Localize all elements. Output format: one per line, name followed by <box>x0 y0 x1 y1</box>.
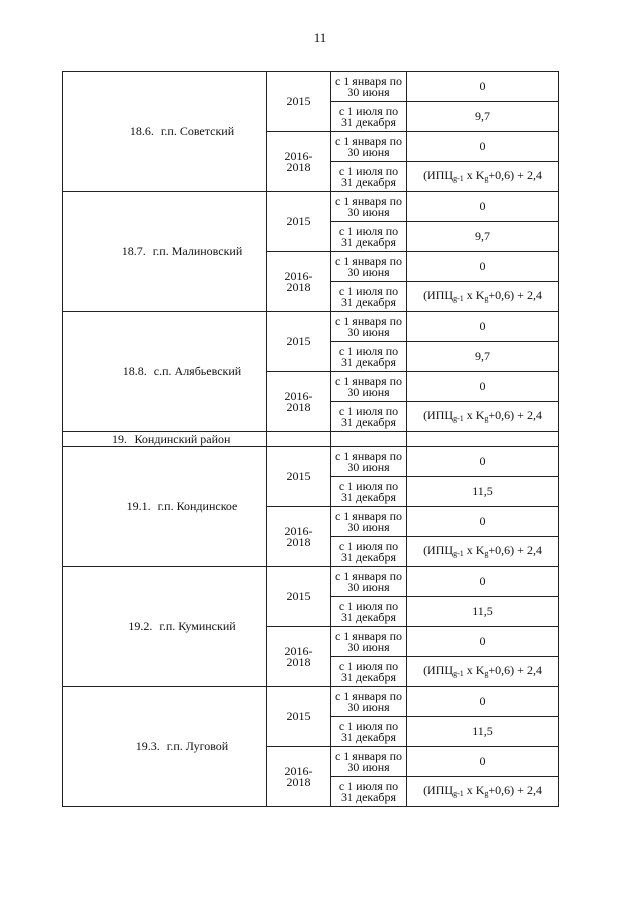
tariff-value: 0 <box>407 312 559 342</box>
period-jan-jun: с 1 января по 30 июня <box>331 132 407 162</box>
tariff-formula: ($ИПЦ_{g-1}$ x $K_g+0,6) + 2,4$ <box>407 162 559 192</box>
period-jan-jun: с 1 января по 30 июня <box>331 627 407 657</box>
year-cell: 2015 <box>267 687 331 747</box>
tariff-value: 0 <box>407 72 559 102</box>
period-jan-jun: с 1 января по 30 июня <box>331 312 407 342</box>
tariff-formula: ($ИПЦ_{g-1}$ x $K_g+0,6) + 2,4$ <box>407 282 559 312</box>
tariff-value: 0 <box>407 507 559 537</box>
year-cell: 2015 <box>267 447 331 507</box>
tariff-value: 0 <box>407 252 559 282</box>
year-cell: 2015 <box>267 312 331 372</box>
tariff-value: 0 <box>407 567 559 597</box>
district-row <box>63 432 559 447</box>
section-number: 18.8. <box>122 364 147 378</box>
period-jul-dec: с 1 июля по 31 декабря <box>331 402 407 432</box>
table-row <box>63 447 559 477</box>
period-jan-jun: с 1 января по 30 июня <box>331 747 407 777</box>
tariff-value: 0 <box>407 192 559 222</box>
page-number: 11 <box>313 30 327 45</box>
tariff-value: 0 <box>407 372 559 402</box>
period-jul-dec: с 1 июля по 31 декабря <box>331 537 407 567</box>
tariff-value: 11,5 <box>407 597 559 627</box>
period-jul-dec: с 1 июля по 31 декабря <box>331 717 407 747</box>
tariff-value: 0 <box>407 687 559 717</box>
municipality-cell <box>63 567 267 687</box>
municipality-cell <box>63 687 267 807</box>
tariff-value: 0 <box>407 627 559 657</box>
municipality-name: г.п. Малиновский <box>152 244 243 258</box>
municipality-name: г.п. Куминский <box>159 619 236 633</box>
period-jul-dec: с 1 июля по 31 декабря <box>331 282 407 312</box>
year-cell: 2015 <box>267 567 331 627</box>
municipality-cell <box>63 312 267 432</box>
tariff-value: 0 <box>407 447 559 477</box>
tariff-formula: ($ИПЦ_{g-1}$ x $K_g+0,6) + 2,4$ <box>407 537 559 567</box>
municipality-name: с.п. Алябьевский <box>153 364 242 378</box>
period-jan-jun: с 1 января по 30 июня <box>331 252 407 282</box>
year-cell: 2016- 2018 <box>267 627 331 687</box>
empty-cell <box>331 432 407 447</box>
empty-cell <box>267 432 331 447</box>
tariff-value: 11,5 <box>407 717 559 747</box>
section-number: 19.2. <box>128 619 153 633</box>
section-number: 18.6. <box>129 124 154 138</box>
tariff-value: 9,7 <box>407 342 559 372</box>
municipality-cell <box>63 447 267 567</box>
table-row <box>63 192 559 222</box>
tariff-formula: ($ИПЦ_{g-1}$ x $K_g+0,6) + 2,4$ <box>407 777 559 807</box>
tariff-table <box>62 71 559 807</box>
year-cell: 2016- 2018 <box>267 132 331 192</box>
table-row <box>63 312 559 342</box>
section-number: 18.7. <box>121 244 146 258</box>
section-number: 19.1. <box>126 499 151 513</box>
year-cell: 2015 <box>267 192 331 252</box>
municipality-name: г.п. Луговой <box>166 739 229 753</box>
period-jan-jun: с 1 января по 30 июня <box>331 567 407 597</box>
period-jul-dec: с 1 июля по 31 декабря <box>331 777 407 807</box>
table-row <box>63 567 559 597</box>
period-jul-dec: с 1 июля по 31 декабря <box>331 102 407 132</box>
tariff-value: 9,7 <box>407 222 559 252</box>
empty-cell <box>407 432 559 447</box>
year-cell: 2016- 2018 <box>267 747 331 807</box>
period-jan-jun: с 1 января по 30 июня <box>331 372 407 402</box>
period-jul-dec: с 1 июля по 31 декабря <box>331 222 407 252</box>
municipality-cell <box>63 192 267 312</box>
period-jul-dec: с 1 июля по 31 декабря <box>331 162 407 192</box>
year-cell: 2016- 2018 <box>267 507 331 567</box>
period-jan-jun: с 1 января по 30 июня <box>331 72 407 102</box>
table-row <box>63 72 559 102</box>
tariff-value: 9,7 <box>407 102 559 132</box>
district-header: 19. Кондинский район <box>63 432 267 447</box>
period-jan-jun: с 1 января по 30 июня <box>331 447 407 477</box>
tariff-formula: ($ИПЦ_{g-1}$ x $K_g+0,6) + 2,4$ <box>407 657 559 687</box>
tariff-formula: ($ИПЦ_{g-1}$ x $K_g+0,6) + 2,4$ <box>407 402 559 432</box>
municipality-cell <box>63 72 267 192</box>
year-cell: 2016- 2018 <box>267 372 331 432</box>
municipality-name: г.п. Советский <box>160 124 235 138</box>
period-jan-jun: с 1 января по 30 июня <box>331 192 407 222</box>
table-row <box>63 687 559 717</box>
period-jul-dec: с 1 июля по 31 декабря <box>331 597 407 627</box>
period-jul-dec: с 1 июля по 31 декабря <box>331 477 407 507</box>
municipality-name: г.п. Кондинское <box>157 499 238 513</box>
period-jan-jun: с 1 января по 30 июня <box>331 507 407 537</box>
tariff-value: 11,5 <box>407 477 559 507</box>
year-cell: 2016- 2018 <box>267 252 331 312</box>
period-jul-dec: с 1 июля по 31 декабря <box>331 342 407 372</box>
period-jul-dec: с 1 июля по 31 декабря <box>331 657 407 687</box>
tariff-value: 0 <box>407 132 559 162</box>
section-number: 19.3. <box>135 739 160 753</box>
tariff-value: 0 <box>407 747 559 777</box>
period-jan-jun: с 1 января по 30 июня <box>331 687 407 717</box>
year-cell: 2015 <box>267 72 331 132</box>
